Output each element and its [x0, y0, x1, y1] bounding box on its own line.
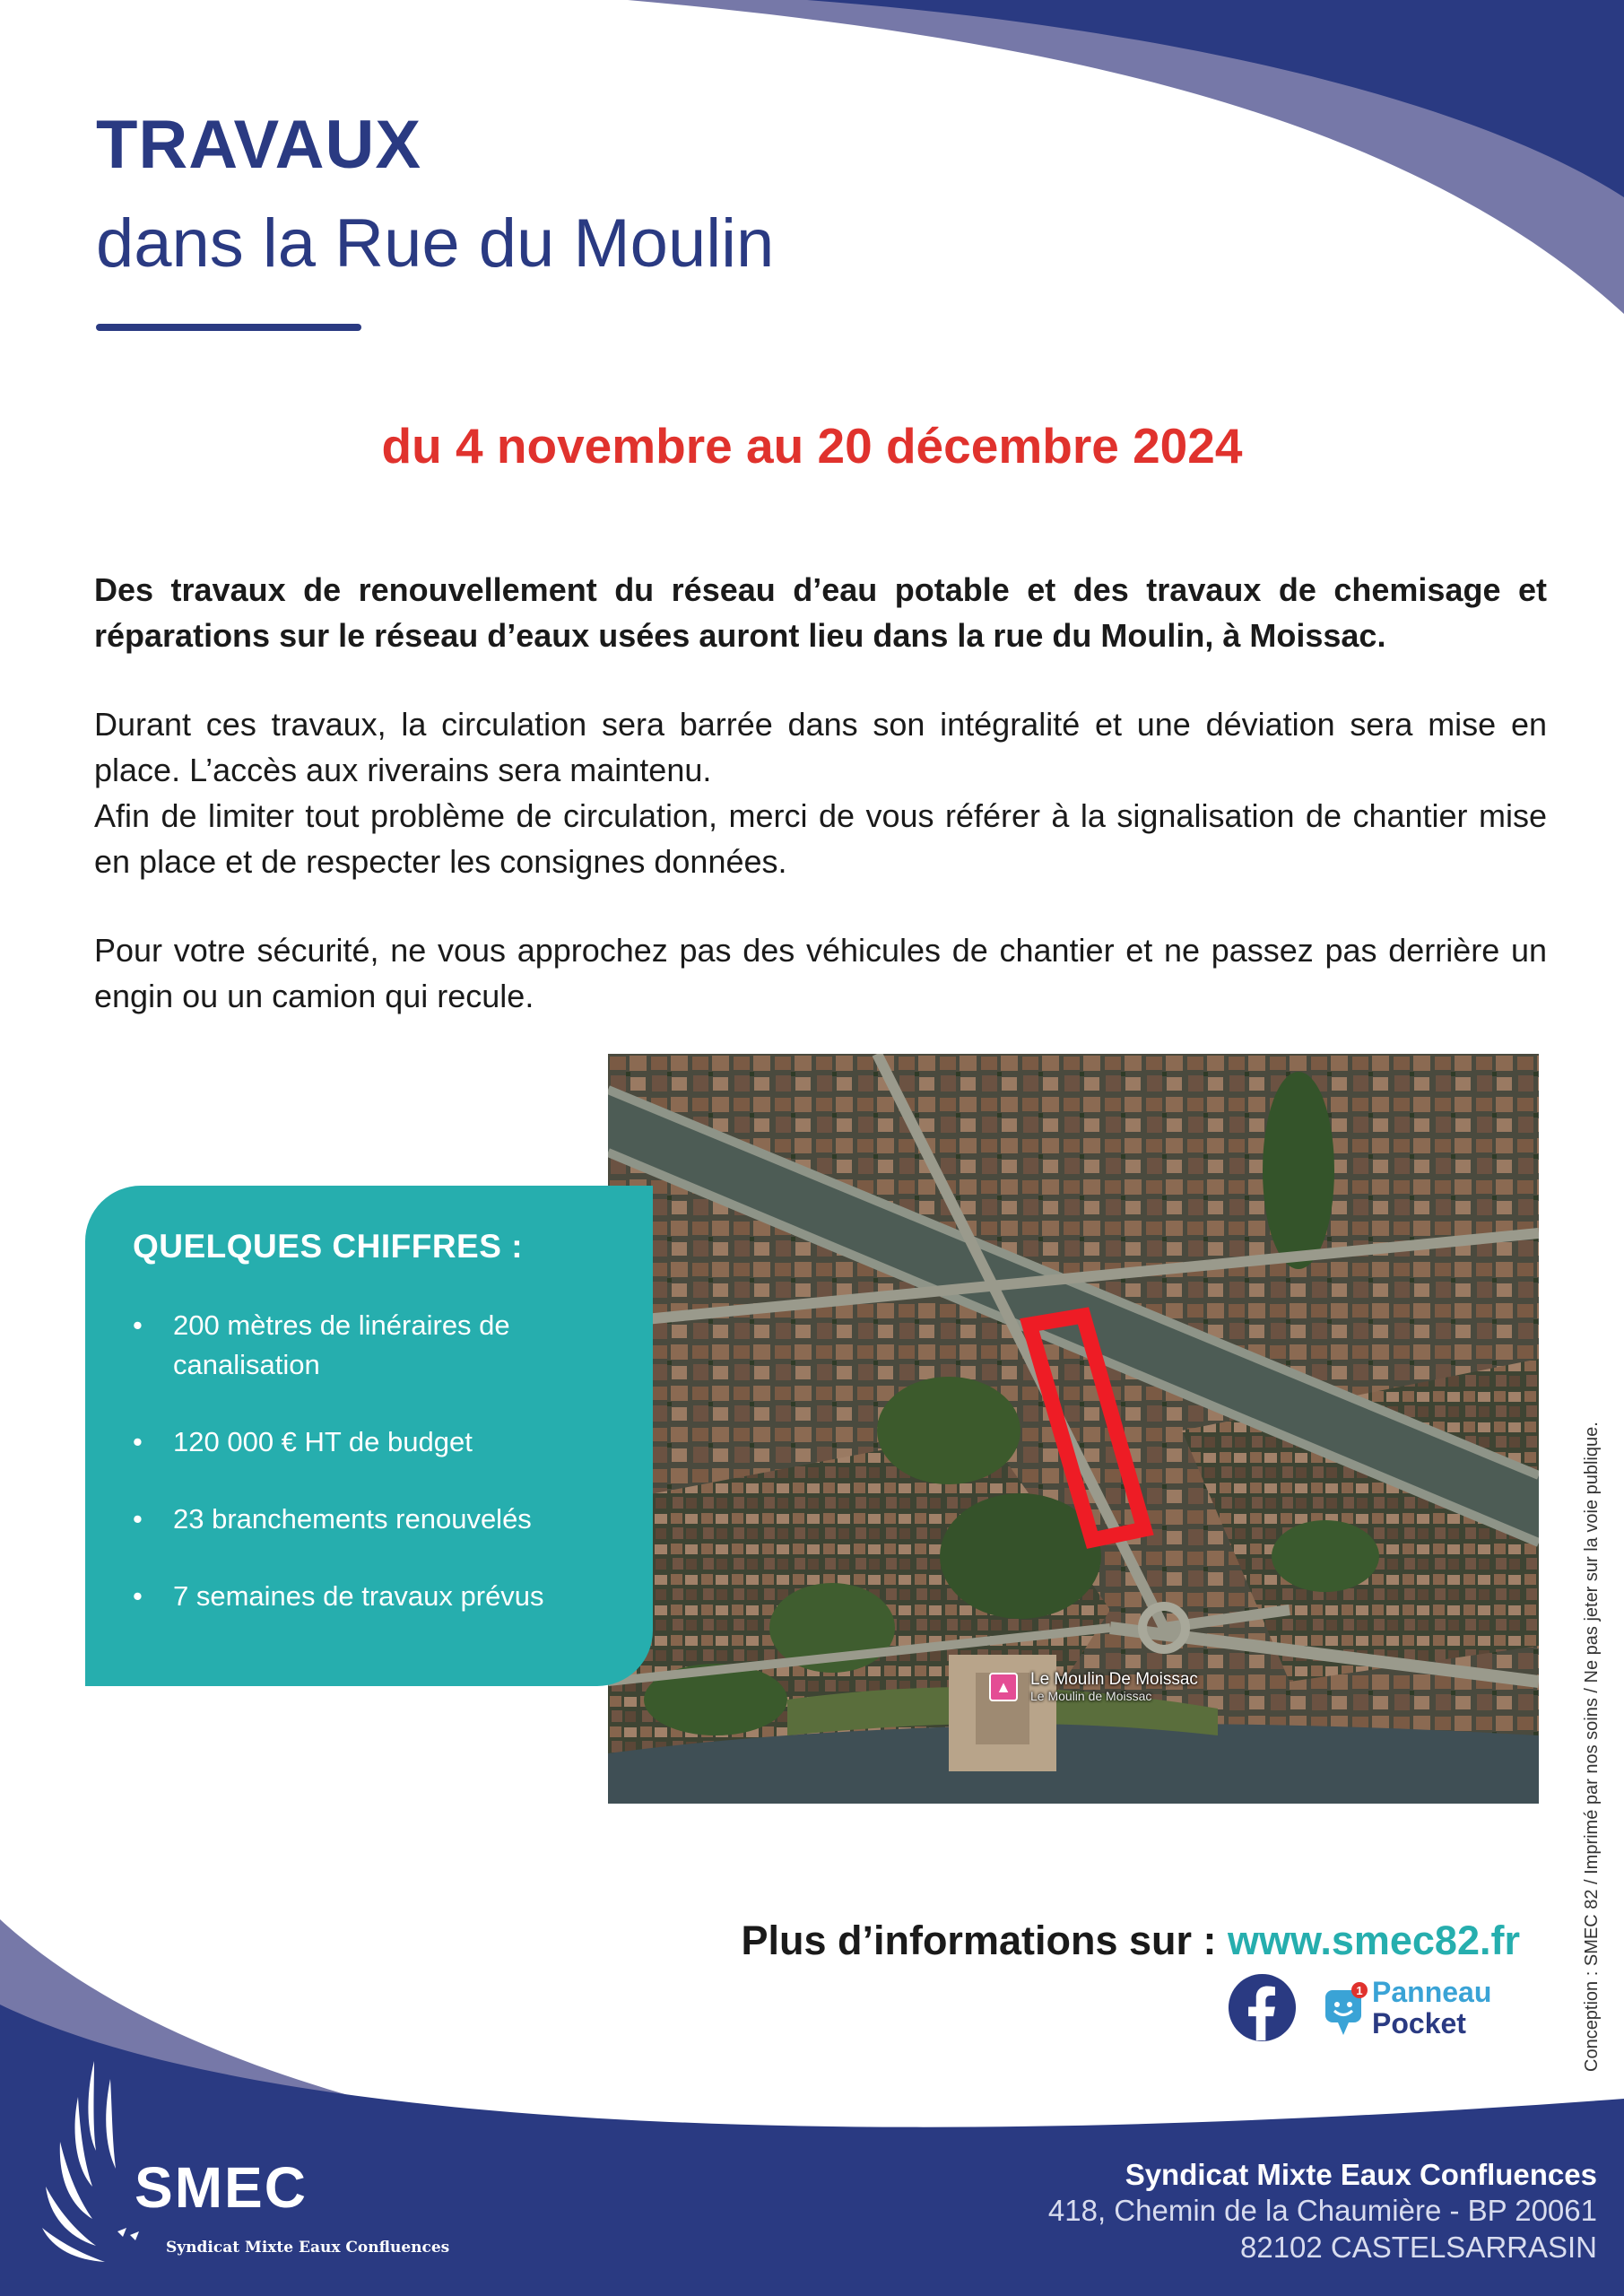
more-info-label: Plus d’informations sur : [741, 1918, 1228, 1963]
traffic-paragraph [94, 701, 1547, 884]
title-underline [96, 324, 361, 331]
address-line1: 418, Chemin de la Chaumière - BP 20061 [1047, 2194, 1597, 2227]
key-figure-item: • 120 000 € HT de budget [133, 1422, 617, 1462]
website-link[interactable]: www.smec82.fr [1228, 1918, 1520, 1963]
panneau-pocket-logo[interactable] [1322, 1976, 1519, 2043]
traffic-text-a: Durant ces travaux, la circulation sera barrée dans son intégralité et une déviation sera mise en place. L’accès aux riverains sera maintenu. [94, 706, 1547, 788]
page-title: TRAVAUX [96, 107, 422, 183]
intro-paragraph: Des travaux de renouvellement du réseau d’eau potable et des travaux de chemisage et réparations sur le réseau d’eaux usées auront lieu dans la rue du Moulin, à Moissac. [94, 571, 1547, 654]
facebook-icon[interactable] [1228, 1973, 1297, 2042]
more-info-line [741, 1918, 1520, 1964]
safety-paragraph: Pour votre sécurité, ne vous approchez pas des véhicules de chantier et ne passez pas derrière un engin ou un camion qui recule. [94, 932, 1547, 1014]
smec-logo-word: SMEC [135, 2155, 308, 2220]
work-dates: du 4 novembre au 20 décembre 2024 [381, 418, 1243, 474]
hotel-icon: ▲ [989, 1673, 1018, 1701]
key-figure-item: • 7 semaines de travaux prévus [133, 1577, 617, 1616]
map-poi-subtitle: Le Moulin de Moissac [1030, 1689, 1152, 1703]
traffic-text-b: Afin de limiter tout problème de circulation, merci de vous référer à la signalisation de chantier mise en place et de respecter les consignes données. [94, 797, 1547, 880]
key-figures-title: QUELQUES CHIFFRES : [133, 1228, 524, 1265]
map-poi-marker [989, 1670, 1198, 1703]
org-name: Syndicat Mixte Eaux Confluences [1125, 2158, 1597, 2191]
page-subtitle: dans la Rue du Moulin [96, 205, 775, 282]
bullet-icon: • [133, 1503, 143, 1535]
smec-logo-tagline: Syndicat Mixte Eaux Confluences [166, 2239, 450, 2257]
panneau-pocket-icon [1322, 1979, 1368, 2039]
bullet-icon: • [133, 1426, 143, 1457]
panneau-label-line2: Pocket [1372, 2007, 1466, 2039]
address-line2: 82102 CASTELSARRASIN [1239, 2231, 1597, 2264]
key-figures-list [133, 1306, 617, 1654]
panneau-label-line1: Panneau [1372, 1976, 1492, 2008]
bullet-icon: • [133, 1580, 143, 1612]
map-poi-name: Le Moulin De Moissac [1030, 1670, 1198, 1689]
notification-badge: 1 [1356, 1984, 1363, 1997]
key-figure-item: • 200 mètres de linéraires de canalisation [133, 1306, 617, 1385]
key-figures-box [85, 1186, 653, 1686]
key-figure-item: • 23 branchements renouvelés [133, 1500, 617, 1539]
bullet-icon: • [133, 1309, 143, 1341]
print-credit: Conception : SMEC 82 / Imprimé par nos soins / Ne pas jeter sur la voie publique. [1582, 1422, 1602, 2072]
